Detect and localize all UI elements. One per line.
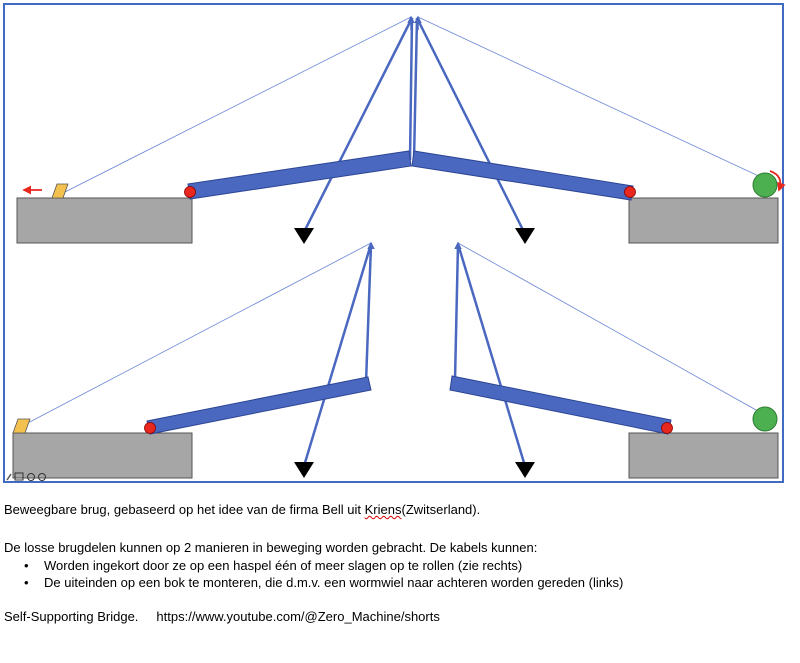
deck-bottom-left bbox=[147, 377, 371, 434]
hinge-top-left bbox=[185, 187, 196, 198]
description-line-1 bbox=[4, 502, 480, 518]
bank-top-right bbox=[629, 198, 778, 243]
method-list bbox=[22, 557, 623, 591]
weight-bottom-left bbox=[294, 462, 314, 478]
hinge-bottom-right bbox=[662, 423, 673, 434]
hinge-bottom-left bbox=[145, 423, 156, 434]
weight-top-right bbox=[515, 228, 535, 244]
trestle-bottom-left bbox=[13, 419, 30, 433]
reel-top-right bbox=[753, 173, 777, 197]
footer bbox=[4, 609, 440, 625]
bank-bottom-left bbox=[13, 433, 192, 478]
bank-top-left bbox=[17, 198, 192, 243]
bank-bottom-right bbox=[629, 433, 778, 478]
description-prefix: Beweegbare brug, gebaseerd op het idee van de firma Bell uit bbox=[4, 502, 365, 517]
hinge-top-right bbox=[625, 187, 636, 198]
description-suffix: (Zwitserland). bbox=[401, 502, 481, 517]
place-name: Kriens bbox=[364, 502, 402, 517]
footer-title: Self-Supporting Bridge. bbox=[4, 609, 139, 624]
cable-bottom-right-thick bbox=[455, 244, 525, 466]
reel-bottom-right bbox=[753, 407, 777, 431]
weight-top-left bbox=[294, 228, 314, 244]
list-item: • Worden ingekort door ze op een haspel één of meer slagen op te rollen (zie rechts) bbox=[22, 557, 623, 574]
trestle-top-left bbox=[52, 184, 68, 198]
deck-bottom-right bbox=[450, 376, 671, 434]
deck-top-left bbox=[188, 151, 411, 199]
pen-icon[interactable] bbox=[7, 474, 11, 480]
cable-top-right-thick bbox=[414, 18, 524, 232]
cable-top-right-thin bbox=[418, 17, 765, 179]
cable-top-left-thick bbox=[304, 18, 412, 232]
weight-bottom-right bbox=[515, 462, 535, 478]
list-item: • De uiteinden op een bok te monteren, die d.m.v. een wormwiel naar achteren worden gereden (links) bbox=[22, 574, 623, 591]
description-line-2: De losse brugdelen kunnen op 2 manieren in beweging worden gebracht. De kabels kunnen: bbox=[4, 540, 538, 555]
deck-top-right bbox=[412, 151, 633, 200]
youtube-link[interactable]: https://www.youtube.com/@Zero_Machine/shorts bbox=[156, 609, 440, 624]
cable-bottom-left-thick bbox=[304, 244, 371, 466]
